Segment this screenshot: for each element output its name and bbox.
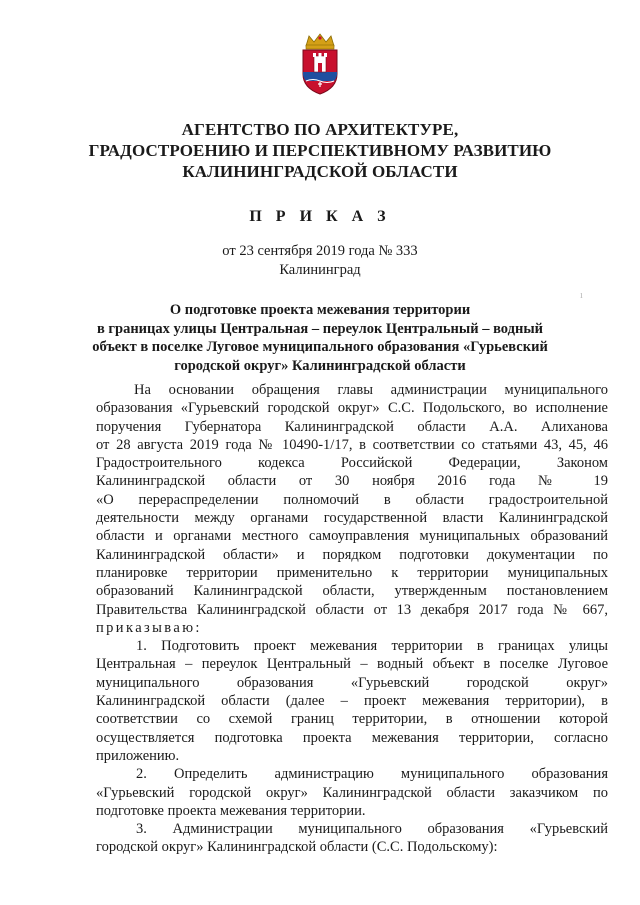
agency-line-1: АГЕНТСТВО ПО АРХИТЕКТУРЕ, [181,120,459,139]
item-1-line: приложению. [96,747,180,764]
item-3-line: 3. Администрации муниципального образования «Гурьевский [136,821,608,838]
agency-line-3: КАЛИНИНГРАДСКОЙ ОБЛАСТИ [182,162,458,181]
preamble-line: На основании обращения главы администрации муниципального [134,382,608,398]
document-type: П Р И К А З [249,208,391,225]
preamble-line: Градостроительного кодекса Российской Федерации, Законом [96,455,608,472]
subject-line-2: в границах улицы Центральная – переулок Центральный – водный [96,320,544,337]
preamble-line: поручения Губернатора Калининградской области А.А. Алиханова [96,418,608,435]
item-2-line: подготовке проекта межевания территории. [96,802,366,819]
preamble-line: Калининградской области» и порядком подготовки документации по [96,546,608,563]
item-3-line: городской округ» Калининградской области (С.С. Подольскому): [96,839,498,856]
item-2-line: «Гурьевский городской округ» Калининградской области заказчиком по [96,784,608,801]
kaliningrad-coat-of-arms-icon [295,32,345,96]
preamble-line: области и органами местного самоуправления муниципальных образований [96,528,608,545]
preamble-line: образований Калининградской области, утвержденным постановлением [96,583,608,600]
preamble-line: от 28 августа 2019 года № 10490-1/17, в соответствии со статьями 43, 45, 46 [96,436,608,453]
subject-line-1: О подготовке проекта межевания территории [169,302,471,318]
preamble-line: Правительства Калининградской области от 13 декабря 2017 года № 667, [96,601,608,618]
preamble-line: деятельности между органами государственной власти Калининградской [96,510,608,527]
order-date-number: от 23 сентября 2019 года № 333 [222,243,418,259]
preamble-line: «О перераспределении полномочий в области градостроительной [96,491,608,508]
order-body [96,381,608,857]
item-2-line: 2. Определить администрацию муниципального образования [136,766,608,783]
item-1-line: муниципального образования «Гурьевский городской округ» [96,674,608,691]
preamble-line: планировке территории применительно к территории муниципальных [96,564,608,581]
agency-line-2: ГРАДОСТРОЕНИЮ И ПЕРСПЕКТИВНОМУ РАЗВИТИЮ [88,141,552,160]
subject-line-3: объект в поселке Луговое муниципального образования «Гурьевский [92,339,548,355]
order-subject [90,301,550,375]
agency-name [60,119,580,182]
subject-line-4: городской округ» Калининградской области [174,357,466,374]
preamble-line: Калининградской области от 30 ноября 2016 года № 19 [96,473,608,490]
item-1-line: осуществляется подготовка проекта межевания территории, согласно [96,729,608,746]
orders-word: приказываю: [96,619,202,636]
item-1-line: Калининградской области (далее – проект межевания территории), в [96,693,608,710]
order-city: Калининград [279,262,361,278]
preamble-line: образования «Гурьевский городской округ» С.С. Подольского, во исполнение [96,400,608,417]
item-1-line: соответствии со схемой границ территории, в отношении которой [96,711,608,728]
item-1-line: Центральная – переулок Центральный – водный объект в поселке Луговое [96,656,608,673]
item-1-line: 1. Подготовить проект межевания территории в границах улицы [136,638,608,655]
scan-mark: ı [580,290,583,301]
